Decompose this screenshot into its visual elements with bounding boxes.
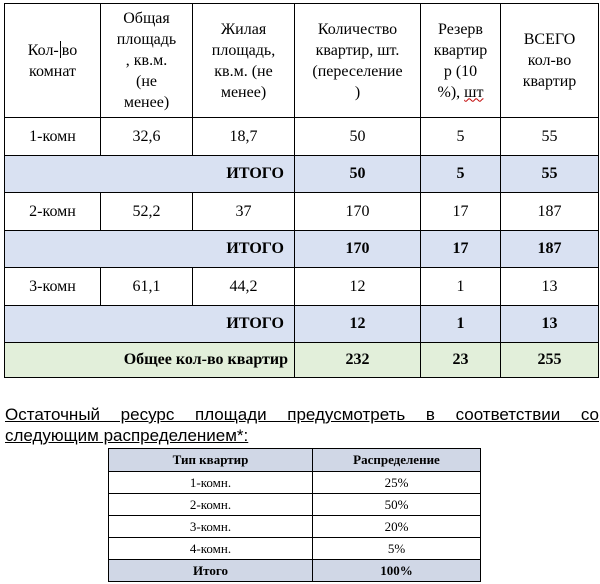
header-total-area-line5: менее) [123,94,170,111]
dist-total-row [109,560,481,582]
header-total[interactable] [501,4,599,118]
header-living-area-line2: площадь, [211,41,276,59]
header-reserve-line4b: шт [464,83,484,101]
cell-reserve[interactable]: 17 [421,193,501,231]
dist-cell-type[interactable]: 1-комн. [109,472,313,494]
subtotal-total[interactable]: 187 [501,231,599,268]
cell-total[interactable]: 187 [501,193,599,231]
header-living-area-line1: Жилая [220,20,267,38]
header-total-line1: ВСЕГО [523,31,576,48]
table-row [5,118,599,156]
cell-total-area[interactable]: 32,6 [101,118,193,156]
header-reserve-line2: квартир [433,41,488,59]
cell-total[interactable]: 13 [501,268,599,306]
header-row [5,4,599,118]
cell-rooms[interactable]: 2-комн [5,193,101,231]
grand-total-label[interactable]: Общее кол-во квартир [5,343,295,378]
paragraph-line2: следующим распределением*: [5,426,249,445]
cell-total-area[interactable]: 52,2 [101,193,193,231]
subtotal-row [5,156,599,193]
subtotal-reserve[interactable]: 17 [421,231,501,268]
header-total-area-line1: Общая [123,10,170,27]
dist-header-share[interactable]: Распределение [313,449,481,472]
header-count-line3: (переселение [312,62,403,80]
header-reserve[interactable] [421,4,501,118]
dist-cell-share[interactable]: 20% [313,516,481,538]
dist-cell-share[interactable]: 50% [313,494,481,516]
paragraph-line1: Остаточный ресурс площади предусмотреть в соответствии со [5,405,599,424]
table-row [5,268,599,306]
header-total-area-line4: (не [136,73,157,90]
cell-count[interactable]: 50 [295,118,421,156]
subtotal-reserve[interactable]: 1 [421,306,501,343]
header-total-line2: кол-во [527,52,572,69]
subtotal-count[interactable]: 50 [295,156,421,193]
grand-total-row [5,343,599,378]
header-reserve-line4a: %), [437,83,461,101]
cell-living-area[interactable]: 37 [193,193,295,231]
cell-total-area[interactable]: 61,1 [101,268,193,306]
dist-header-row [109,449,481,472]
table-row [5,193,599,231]
grand-total-total[interactable]: 255 [501,343,599,378]
header-rooms[interactable] [5,4,101,118]
header-living-area-line3: кв.м. (не [214,62,273,80]
subtotal-count[interactable]: 12 [295,306,421,343]
dist-total-type[interactable]: Итого [109,560,313,582]
header-total-area-line2: площадь [116,31,177,48]
subtotal-row [5,231,599,268]
dist-row [109,472,481,494]
distribution-table [108,448,481,582]
header-reserve-line3: р (10 [443,62,478,80]
dist-row [109,494,481,516]
header-total-area-line3: , кв.м. [125,52,168,69]
subtotal-label[interactable]: ИТОГО [5,156,295,193]
header-rooms-part1: Кол- [27,41,59,59]
header-count-line1: Количество [317,20,398,38]
header-total-line3: квартир [522,73,577,90]
dist-row [109,516,481,538]
header-living-area-line4: менее) [220,83,267,101]
grand-total-reserve[interactable]: 23 [421,343,501,378]
subtotal-count[interactable]: 170 [295,231,421,268]
subtotal-label[interactable]: ИТОГО [5,306,295,343]
header-rooms-part3: комнат [28,62,77,80]
subtotal-total[interactable]: 55 [501,156,599,193]
header-rooms-part2: во [61,41,78,59]
dist-row [109,538,481,560]
distribution-paragraph [5,404,599,446]
header-reserve-line1: Резерв [438,20,483,38]
subtotal-row [5,306,599,343]
cell-rooms[interactable]: 1-комн [5,118,101,156]
cell-reserve[interactable]: 1 [421,268,501,306]
header-count-line2: квартир, шт. [315,41,400,59]
header-count[interactable] [295,4,421,118]
dist-cell-type[interactable]: 4-комн. [109,538,313,560]
cell-count[interactable]: 12 [295,268,421,306]
cell-living-area[interactable]: 44,2 [193,268,295,306]
cell-total[interactable]: 55 [501,118,599,156]
text-cursor [60,41,61,58]
subtotal-total[interactable]: 13 [501,306,599,343]
header-count-line4: ) [354,83,361,101]
cell-living-area[interactable]: 18,7 [193,118,295,156]
subtotal-reserve[interactable]: 5 [421,156,501,193]
dist-cell-share[interactable]: 5% [313,538,481,560]
subtotal-label[interactable]: ИТОГО [5,231,295,268]
cell-rooms[interactable]: 3-комн [5,268,101,306]
cell-reserve[interactable]: 5 [421,118,501,156]
dist-cell-type[interactable]: 2-комн. [109,494,313,516]
dist-header-type[interactable]: Тип квартир [109,449,313,472]
grand-total-count[interactable]: 232 [295,343,421,378]
dist-cell-type[interactable]: 3-комн. [109,516,313,538]
apartments-table [4,3,599,378]
dist-cell-share[interactable]: 25% [313,472,481,494]
dist-total-share[interactable]: 100% [313,560,481,582]
header-living-area[interactable] [193,4,295,118]
header-total-area[interactable] [101,4,193,118]
cell-count[interactable]: 170 [295,193,421,231]
